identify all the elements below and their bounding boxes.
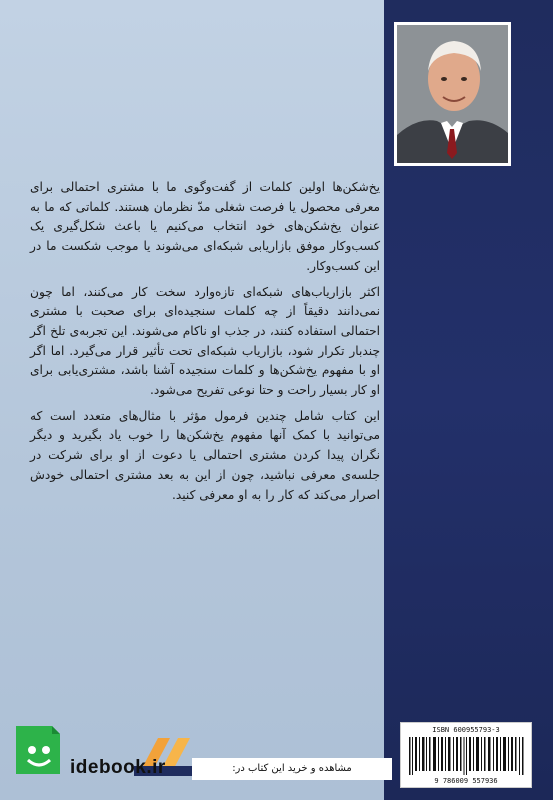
watermark-promo: مشاهده و خرید این کتاب در: [192, 758, 392, 780]
isbn-barcode [400, 722, 532, 788]
watermark-site: idebook.ir [70, 757, 166, 778]
back-cover-text [30, 178, 380, 511]
paragraph-1: یخ‌شکن‌ها اولین کلمات از گفت‌وگوی ما با مشتری احتمالی برای معرفی محصول یا فرصت شغلی مدّ نظرمان هستند. کلماتی که ما به عنوان یخ‌شکن‌های خود انتخاب می‌کنیم یا باعث شکل‌گیری یک کسب‌وکار موفق بازاریابی شبکه‌ای می‌شوند یا موجب شکست ما در این کسب‌وکار. [30, 180, 380, 273]
barcode-bars [409, 737, 525, 775]
paragraph-2: اکثر بازاریاب‌های شبکه‌ای تازه‌وارد سخت کار می‌کنند، اما چون نمی‌دانند دقیقاً از چه کلمات سنجیده‌ای برای صحبت با مشتری احتمالی استفاده کنند، در جذب او ناکام می‌شوند. این تجربه‌ی تلخ اگر چندبار تکرار شود، بازاریاب شبکه‌ای تحت تأثیر قرار می‌گیرد. اما اگر او با مفهوم یخ‌شکن‌ها و کلمات سنجیده آشنا باشد، مشتری‌یابی برای او کار بسیار راحت و حتا نوعی تفریح می‌شود. [30, 284, 380, 398]
isbn-label: ISBN 600955793-3 [432, 726, 500, 734]
ean-number: 9 786009 557936 [434, 777, 498, 785]
author-photo [394, 22, 511, 166]
idebook-logo-icon [8, 720, 68, 780]
paragraph-3: این کتاب شامل چندین فرمول مؤثر با مثال‌های متعدد است که می‌توانید با کمک آنها مفهوم یخ‌شکن‌ها را خوب یاد بگیرید و دیگر نگران پیدا کردن مشتری احتمالی یا دعوت از او برای شرکت در جلسه‌ی معرفی نباشید، چون از این به بعد مشتری احتمالی خودش اصرار می‌کند که کار را به او معرفی کنید. [30, 408, 380, 502]
